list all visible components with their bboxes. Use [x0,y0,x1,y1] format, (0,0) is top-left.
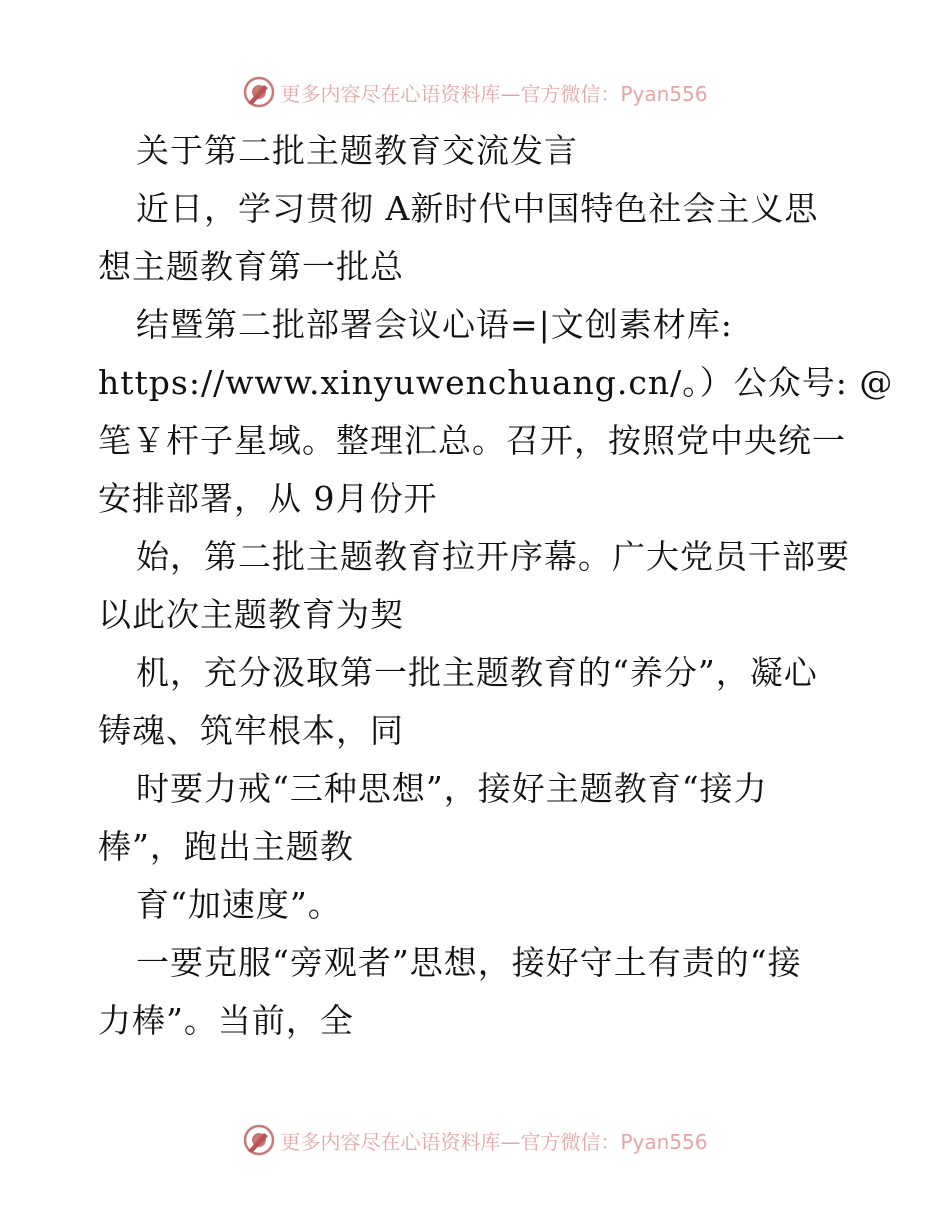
text-line: 近日，学习贯彻 A新时代中国特色社会主义思 [136,189,819,228]
wechat-id: Pyan556 [620,81,708,106]
footer-banner [0,1120,950,1160]
text-line: 想主题教育第一批总 [98,247,404,286]
text-line: 笔￥杆子星域。整理汇总。召开，按照党中央统一 [98,421,846,460]
text-line: 始，第二批主题教育拉开序幕。广大党员干部要 [136,537,850,576]
text-line: 时要力戒“三种思想”，接好主题教育“接力 [136,769,768,808]
text-line: 力棒”。当前，全 [98,1001,354,1040]
document-body [98,122,894,1050]
text-line: 结暨第二批部署会议心语=|文创素材库: [136,305,733,344]
logo-icon [242,75,276,109]
wechat-id: Pyan556 [620,1129,708,1154]
logo-icon [242,1123,276,1157]
text-line: 安排部署，从 9月份开 [98,479,438,518]
text-line: https://www.xinyuwenchuang.cn/。）公众号: @ [98,363,894,402]
text-line: 一要克服“旁观者”思想，接好守土有责的“接 [136,943,802,982]
header-banner [0,72,950,112]
text-line: 铸魂、筑牢根本，同 [98,711,404,750]
text-line: 棒”，跑出主题教 [98,827,354,866]
banner-text: 更多内容尽在心语资料库—官方微信：Pyan556 [280,81,708,106]
text-line: 关于第二批主题教育交流发言 [136,131,578,170]
text-line: 育“加速度”。 [136,885,342,924]
banner-text: 更多内容尽在心语资料库—官方微信：Pyan556 [280,1129,708,1154]
text-line: 以此次主题教育为契 [98,595,404,634]
text-line: 机，充分汲取第一批主题教育的“养分”，凝心 [136,653,818,692]
